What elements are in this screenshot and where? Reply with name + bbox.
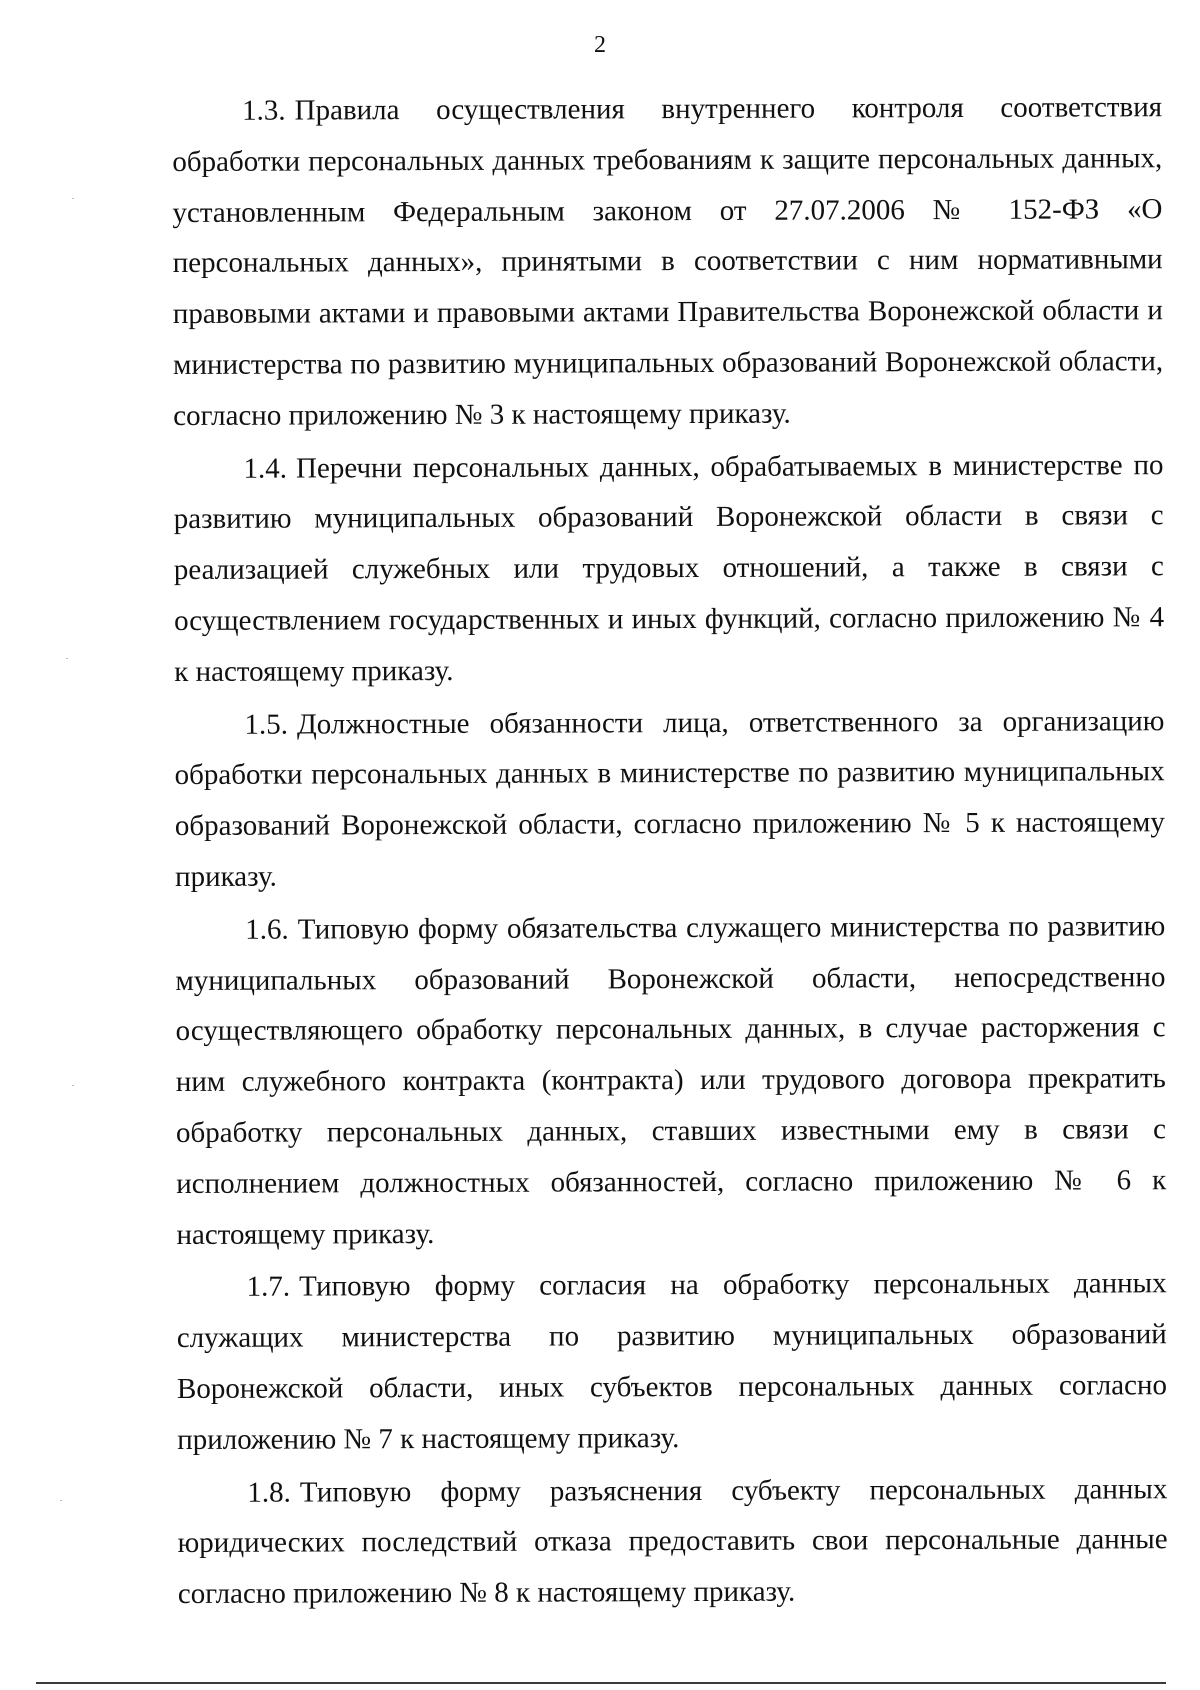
bottom-edge-line — [36, 1682, 1166, 1684]
paragraph-1-5 — [174, 696, 1165, 903]
paragraph-1-7 — [177, 1259, 1168, 1466]
paragraph-number: 1.6. — [245, 913, 289, 946]
paragraph-text: Типовую форму разъяснения субъекту персональных данных юридических последствий отказа предоставить свои персональные данные согласно приложению № 8 к настоящему приказу. — [177, 1472, 1168, 1611]
paragraph-1-6 — [175, 901, 1166, 1260]
paragraph-number: 1.3. — [242, 94, 286, 127]
paragraph-number: 1.8. — [247, 1476, 291, 1509]
paragraph-text: Правила осуществления внутреннего контроля соответствия обработки персональных данных требованиям к защите персональных данных, установленным Федеральным законом от 27.07.2006 № 152-ФЗ «О персональных данных», принятыми в соответствии с ним нормативными правовыми актами и правовыми актами Правительства Воронежской области и министерства по развитию муниципальных образований Воронежской области, согласно приложению № 3 к настоящему приказу. — [172, 91, 1164, 432]
scan-speck — [72, 1085, 74, 1086]
scan-speck — [66, 658, 68, 659]
paragraph-1-8 — [177, 1464, 1168, 1620]
paragraph-number: 1.5. — [244, 708, 289, 741]
paragraph-text: Типовую форму обязательства служащего министерства по развитию муниципальных образований Воронежской области, непосредственно осуществляющего обработку персональных данных, в случае расторжения с ним служебного контракта (контракта) или трудового договора прекратить обработку персональных данных, ставших известными ему в связи с исполнением должностных обязанностей, согласно приложению № 6 к настоящему приказу. — [175, 909, 1167, 1251]
paragraph-number: 1.7. — [246, 1270, 291, 1304]
paragraph-text: Типовую форму согласия на обработку персональных данных служащих министерства по развитию муниципальных образований Воронежской области, иных субъектов персональных данных согласно приложению № 7 к настоящему приказу. — [176, 1267, 1168, 1456]
paragraph-text: Перечни персональных данных, обрабатываемых в министерстве по развитию муниципальных образований Воронежской области в связи с реализацией служебных или трудовых отношений, а также в связи с осуществлением государственных и иных функций, согласно приложению № 4 к настоящему приказу. — [173, 448, 1165, 688]
scan-speck — [60, 1500, 62, 1501]
scan-speck — [72, 198, 74, 199]
page-number: 2 — [594, 32, 606, 58]
document-body — [172, 82, 1168, 1620]
paragraph-1-3 — [172, 82, 1163, 441]
paragraph-1-4 — [173, 440, 1164, 698]
paragraph-number: 1.4. — [243, 452, 288, 485]
paragraph-text: Должностные обязанности лица, ответственного за организацию обработки персональных данных в министерстве по развитию муниципальных образований Воронежской области, согласно приложению № 5 к настоящему приказу. — [174, 704, 1165, 893]
